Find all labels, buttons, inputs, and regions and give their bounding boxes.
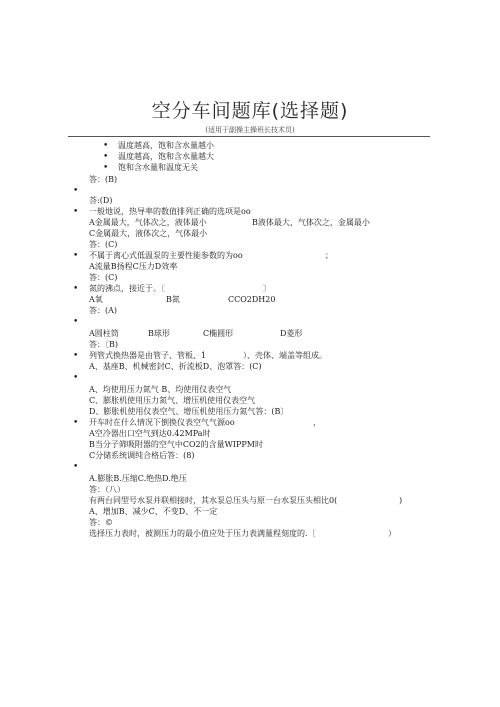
bullet-dot: • xyxy=(73,418,79,428)
option-line: C椭圆形 xyxy=(203,329,234,338)
option-line: A金属最大，气体次之，液体最小 xyxy=(89,218,207,227)
bullet-dot: • xyxy=(73,207,79,217)
bullet-dot: • xyxy=(73,351,79,361)
question-line: 氮的沸点，接近于。〔 xyxy=(89,284,165,293)
answer-line: 答：© xyxy=(89,518,113,527)
bullet-dot: • xyxy=(73,317,79,327)
bullet-dot: • xyxy=(73,373,79,383)
answer-line: 答：（八） xyxy=(89,485,125,494)
question-line: ）、壳体、端盖等组成。 xyxy=(243,351,327,360)
option-line: A、均使用压力氮气 B、均使用仪表空气 xyxy=(89,385,232,394)
bullet-dot: • xyxy=(73,186,79,196)
header-divider xyxy=(68,136,430,137)
question-line: 不属于离心式低温泵的主要性能参数的为oo xyxy=(89,251,243,260)
option-line: D、膨胀机使用仪表空气、增压机使用压力氮气答：(B〕 xyxy=(89,407,289,416)
bullet-dot: • xyxy=(73,284,79,294)
question-mark: ， xyxy=(313,418,321,427)
bullet-dot: • xyxy=(103,163,109,173)
option-line: B当分子筛吸附器的空气中CO2的含量WIPPM时 xyxy=(89,440,263,449)
option-line: A.膨胀B.压缩C.绝热D.绝压 xyxy=(89,474,187,483)
question-mark: ） xyxy=(388,529,396,538)
question-line: 开车时在什么情况下倒换仪表空气气源oo xyxy=(89,418,235,427)
option-line: B液体最大，气体次之，金属最小 xyxy=(252,218,370,227)
option-line: A空冷器出口空气到达0.42MPa时 xyxy=(89,429,211,438)
answer-line: 荅:(D) xyxy=(89,196,113,205)
answer-line: 答：(C) xyxy=(89,240,118,249)
answer-line: 答：(C) xyxy=(89,273,118,282)
option-line: 温度越高，饱和含水量越大 xyxy=(118,152,214,161)
option-line: A氧 xyxy=(89,295,103,304)
option-line: B球形 xyxy=(148,329,170,338)
answer-line: 答：〔B) xyxy=(89,340,118,349)
question-mark: ) xyxy=(399,496,403,505)
option-line: A流量B扬程C压力D效率 xyxy=(89,262,178,271)
option-line: CCO2DH20 xyxy=(228,295,276,304)
question-mark: ； xyxy=(325,251,333,260)
answer-line: 答：(A) xyxy=(89,306,118,315)
option-line: 温度越高，饱和含水量越小 xyxy=(118,141,214,150)
question-line: 选择压力表时，被测压力的最小值应处于压力表满量程刻度的.〔 xyxy=(89,529,316,538)
option-line: D菱形 xyxy=(280,329,303,338)
page-subtitle: (适用于副操主操班长技术员) xyxy=(205,126,295,134)
bullet-dot: • xyxy=(73,462,79,472)
option-line: A、基座B、机械密封C、折流板D、泡罩答：(C) xyxy=(89,362,262,371)
bullet-dot: • xyxy=(103,141,109,151)
bullet-dot: • xyxy=(103,152,109,162)
question-line: 一般地说，热导率的数值排列正确的选项是oo xyxy=(89,207,251,216)
option-line: 饱和含水量和温度无关 xyxy=(118,163,198,172)
question-line: 有两台同型号水泵并联相接时，其水泵总压头与原一台水泵压头相比0( xyxy=(89,496,338,505)
option-line: A圆柱筒 xyxy=(89,329,119,338)
option-line: A、增加B、减少C、不变D、不一定 xyxy=(89,507,218,516)
answer-line: 答：(B) xyxy=(89,175,118,184)
page-title: 空分车间题库(选择题) xyxy=(151,100,349,122)
question-mark: 〕 xyxy=(263,284,271,293)
option-line: C、膨胀机使用压力氮气、增压机使用仪表空气 xyxy=(89,396,256,405)
option-line: C金属最大，液体次之，气体最小 xyxy=(89,229,208,238)
question-line: 列管式换热器是由管子、管板、1 xyxy=(89,351,207,360)
option-line: B氮 xyxy=(166,295,180,304)
bullet-dot: • xyxy=(73,251,79,261)
option-line: C分储系统调纯合格后答：(8) xyxy=(89,451,195,460)
